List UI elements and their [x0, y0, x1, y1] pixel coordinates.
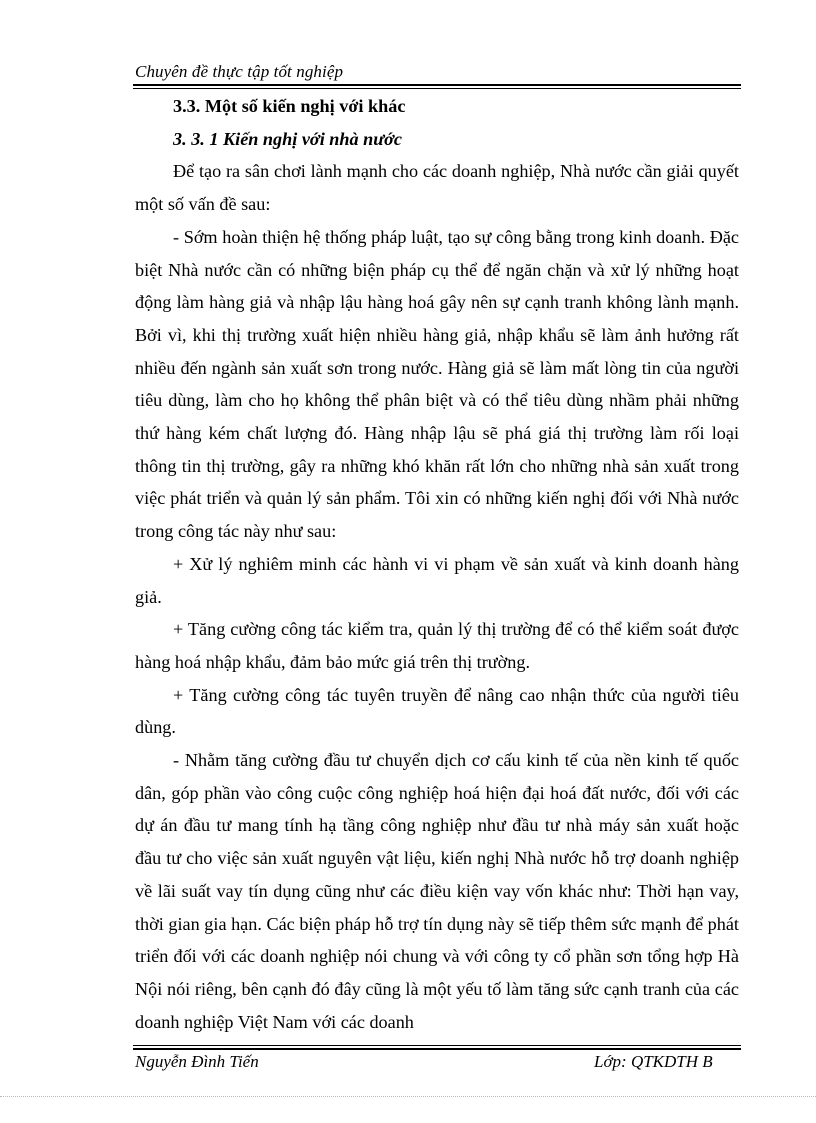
paragraph-intro: Để tạo ra sân chơi lành mạnh cho các doanh nghiệp, Nhà nước cần giải quyết một số vấn đề sau: [135, 161, 739, 215]
header-rule [133, 84, 741, 86]
paragraph-bullet-awareness: + Tăng cường công tác tuyên truyền để nâng cao nhận thức của người tiêu dùng. [135, 684, 739, 738]
page-edge-divider [0, 1096, 816, 1097]
page-header-title: Chuyên đề thực tập tốt nghiệp [135, 62, 344, 81]
header-rule-thin [133, 88, 741, 89]
paragraph-bullet-inspection: + Tăng cường công tác kiểm tra, quản lý thị trường để có thể kiểm soát được hàng hoá nhập khẩu, đảm bảo mức giá trên thị trường. [135, 619, 739, 672]
paragraph-bullet-penalty: + Xử lý nghiêm minh các hành vi vi phạm về sản xuất và kinh doanh hàng giả. [135, 553, 739, 607]
footer-rule [133, 1048, 741, 1050]
footer-rule-thin [133, 1045, 741, 1046]
subsection-heading: 3. 3. 1 Kiến nghị với nhà nước [173, 128, 403, 149]
paragraph-legal-system: - Sớm hoàn thiện hệ thống pháp luật, tạo sự công bằng trong kinh doanh. Đặc biệt Nhà nước cần có những biện pháp cụ thể để ngăn chặn và xử lý những hoạt động làm hàng giả và nhập lậu hàng hoá gây nên sự cạnh tranh không lành mạnh. Bởi vì, khi thị trường xuất hiện nhiều hàng giả, nhập khẩu sẽ làm ảnh hưởng rất nhiều đến ngành sản xuất sơn trong nước. Hàng giả sẽ làm mất lòng tin của người tiêu dùng, làm cho họ không thể phân biệt và có thể tiêu dùng nhầm phải những thứ hàng kém chất lượng đó. Hàng nhập lậu sẽ phá giá thị trường làm rối loại thông tin thị trường, gây ra những khó khăn rất lớn cho những nhà sản xuất trong việc phát triển và quản lý sản phẩm. Tôi xin có những kiến nghị đối với Nhà nước trong công tác này như sau: [135, 226, 739, 542]
section-heading: 3.3. Một số kiến nghị với khác [173, 96, 406, 116]
paragraph-investment: - Nhằm tăng cường đầu tư chuyển dịch cơ cấu kinh tế của nền kinh tế quốc dân, góp phần vào công cuộc công nghiệp hoá hiện đại hoá đất nước, đối với các dự án đầu tư mang tính hạ tầng công nghiệp như đầu tư nhà máy sản xuất hoặc đầu tư cho việc sản xuất nguyên vật liệu, kiến nghị Nhà nước hỗ trợ doanh nghiệp về lãi suất vay tín dụng cũng như các điều kiện vay vốn khác như: Thời hạn vay, thời gian gia hạn. Các biện pháp hỗ trợ tín dụng này sẽ tiếp thêm sức mạnh để phát triển đối với các doanh nghiệp nói chung và với công ty cổ phần sơn tổng hợp Hà Nội nói riêng, bên cạnh đó đây cũng là một yếu tố làm tăng sức cạnh tranh của các doanh nghiệp Việt Nam với các doanh [135, 750, 739, 1032]
footer-class: Lớp: QTKDTH B [594, 1052, 713, 1071]
footer-author: Nguyễn Đình Tiến [135, 1052, 259, 1071]
document-body [135, 90, 739, 1038]
